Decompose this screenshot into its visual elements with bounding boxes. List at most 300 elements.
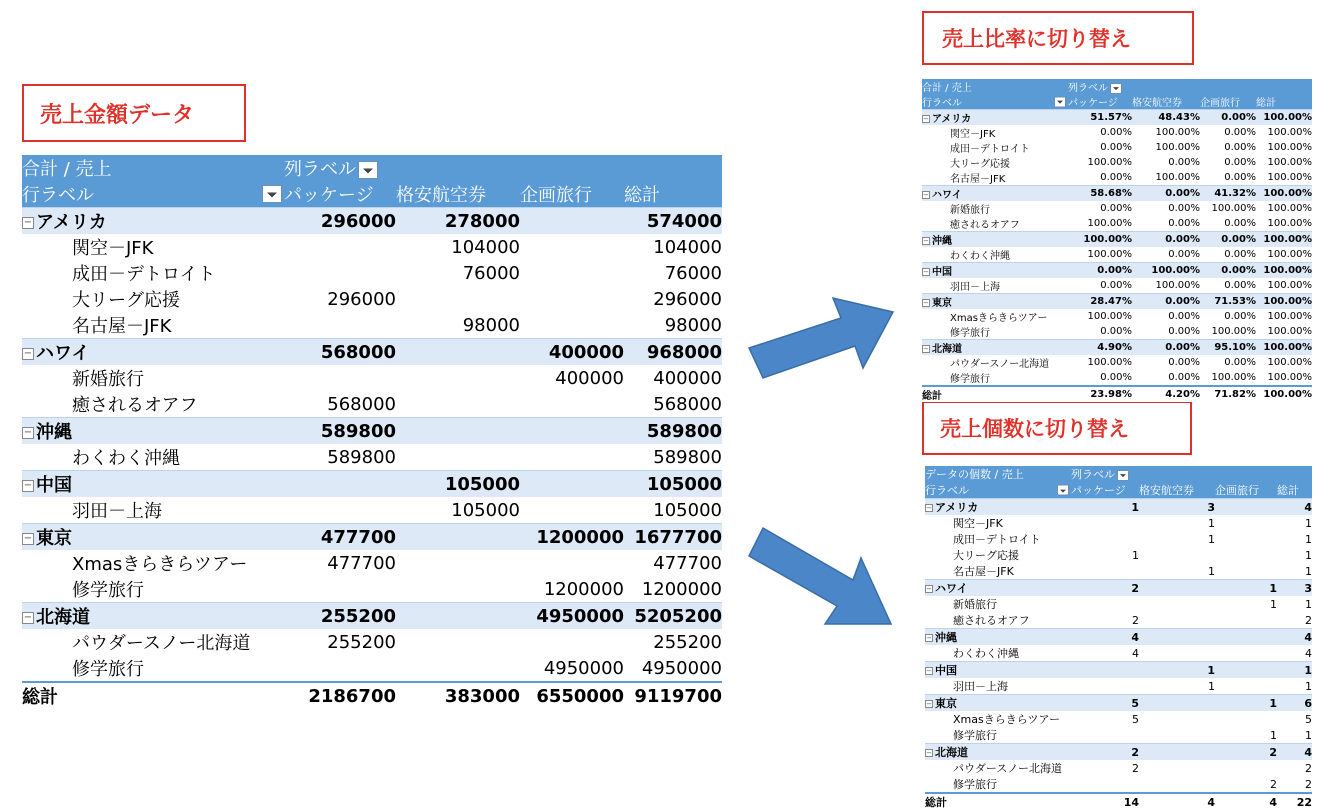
group-row[interactable] <box>22 208 722 235</box>
group-row[interactable] <box>925 662 1312 679</box>
value-cell: 0.00% <box>1097 265 1132 276</box>
row-filter-dropdown-icon[interactable] <box>262 185 282 203</box>
column-header[interactable]: 企画旅行 <box>520 185 592 206</box>
item-row[interactable] <box>925 596 1312 612</box>
value-cell: 0.00% <box>1221 265 1256 276</box>
value-cell: 1 <box>1207 663 1215 677</box>
row-labels-header: 行ラベル <box>22 185 94 206</box>
row-label: 修学旅行 <box>72 580 144 601</box>
row-label: 羽田－上海 <box>953 680 1008 693</box>
item-row[interactable] <box>22 312 722 339</box>
row-label: わくわく沖縄 <box>72 448 180 469</box>
row-label: わくわく沖縄 <box>953 647 1019 660</box>
item-row[interactable] <box>922 140 1312 155</box>
right-arrow-icon <box>745 520 905 635</box>
value-cell: 14 <box>1123 795 1139 809</box>
value-cell: 0.00% <box>1224 157 1256 168</box>
collapse-toggle-icon[interactable]: − <box>23 533 33 544</box>
item-row[interactable] <box>22 234 722 260</box>
value-cell: 589800 <box>646 420 722 442</box>
pivot-header-row <box>22 155 722 181</box>
row-label: パウダースノー北海道 <box>950 359 1050 370</box>
collapse-toggle-icon[interactable]: − <box>923 237 929 245</box>
value-cell: 100.00% <box>1263 265 1312 276</box>
value-cell: 278000 <box>444 210 520 232</box>
value-cell: 100.00% <box>1155 127 1200 138</box>
value-cell: 51.57% <box>1090 112 1132 123</box>
value-cell: 0.00% <box>1224 311 1256 322</box>
collapse-toggle-icon[interactable]: − <box>926 749 932 757</box>
group-row[interactable] <box>22 339 722 366</box>
row-label: ハワイ <box>935 582 968 595</box>
row-label: 沖縄 <box>935 631 957 644</box>
group-row[interactable] <box>922 110 1312 126</box>
value-cell: 1 <box>1305 597 1312 611</box>
column-header[interactable]: 総計 <box>1256 98 1276 109</box>
collapse-toggle-icon[interactable]: − <box>923 345 929 353</box>
row-label: 名古屋－JFK <box>953 565 1014 578</box>
group-row[interactable] <box>922 294 1312 310</box>
value-cell: 100.00% <box>1087 157 1132 168</box>
value-cell: 4 <box>1304 630 1312 644</box>
value-cell: 4 <box>1304 500 1312 514</box>
value-cell: 383000 <box>444 685 520 707</box>
value-cell: 100.00% <box>1087 311 1132 322</box>
value-cell: 574000 <box>646 210 722 232</box>
value-cell: 0.00% <box>1100 142 1132 153</box>
row-label: Xmasきらきらツアー <box>72 554 248 575</box>
value-cell: 98000 <box>462 314 520 336</box>
collapse-toggle-icon[interactable]: − <box>23 612 33 623</box>
value-cell: 100.00% <box>1267 142 1312 153</box>
value-cell: 1 <box>1208 532 1215 546</box>
value-cell: 2186700 <box>308 685 396 707</box>
value-cell: 968000 <box>646 341 722 363</box>
value-cell: 296000 <box>327 288 396 310</box>
value-cell: 105000 <box>646 473 722 495</box>
column-filter-dropdown-icon[interactable] <box>358 161 378 179</box>
item-row[interactable] <box>925 547 1312 563</box>
row-label: アメリカ <box>36 212 107 233</box>
row-label: 総計 <box>925 796 947 809</box>
value-cell: 100.00% <box>1087 218 1132 229</box>
item-row[interactable] <box>922 170 1312 186</box>
value-cell: 4 <box>1269 795 1277 809</box>
count-switch-label <box>922 401 1192 455</box>
row-label: 沖縄 <box>36 422 72 443</box>
column-header[interactable]: 企画旅行 <box>1200 98 1240 109</box>
value-cell: 100.00% <box>1211 372 1256 383</box>
row-label: 中国 <box>36 475 72 496</box>
row-label: 成田－デトロイト <box>950 144 1030 155</box>
row-label: 名古屋－JFK <box>72 316 172 337</box>
value-cell: 0.00% <box>1168 157 1200 168</box>
value-cell: 0.00% <box>1100 280 1132 291</box>
value-cell: 4 <box>1305 646 1312 660</box>
value-cell: 255200 <box>327 631 396 653</box>
row-label: 大リーグ応援 <box>950 159 1010 170</box>
value-cell: 100.00% <box>1267 218 1312 229</box>
row-label: 中国 <box>935 664 957 677</box>
value-cell: 1 <box>1304 663 1312 677</box>
row-label: ハワイ <box>932 190 962 201</box>
value-cell: 400000 <box>548 341 624 363</box>
ratio-switch-label <box>922 11 1194 65</box>
item-row[interactable] <box>925 678 1312 695</box>
row-label: 関空－JFK <box>950 129 996 140</box>
value-cell: 4950000 <box>543 657 624 679</box>
value-cell: 0.00% <box>1168 326 1200 337</box>
row-label: 新婚旅行 <box>953 598 997 611</box>
value-cell: 100.00% <box>1155 142 1200 153</box>
pivot-header-row <box>22 181 722 208</box>
value-cell: 1200000 <box>641 578 722 600</box>
value-cell: 100.00% <box>1263 188 1312 199</box>
value-field-label: 合計 / 売上 <box>922 83 972 94</box>
value-cell: 6 <box>1304 696 1312 710</box>
value-cell: 2 <box>1131 581 1139 595</box>
item-row[interactable] <box>22 576 722 603</box>
value-cell: 2 <box>1131 745 1139 759</box>
column-header[interactable]: 格安航空券 <box>1132 98 1182 109</box>
row-label: ハワイ <box>36 343 90 364</box>
value-cell: 76000 <box>664 262 722 284</box>
column-header[interactable]: パッケージ <box>284 185 374 206</box>
value-cell: 100.00% <box>1211 326 1256 337</box>
value-cell: 100.00% <box>1263 389 1312 400</box>
ratio-switch-label-text: 売上比率に切り替え <box>942 27 1131 51</box>
value-cell: 589800 <box>320 420 396 442</box>
row-filter-dropdown-icon[interactable] <box>1054 96 1066 107</box>
item-row[interactable] <box>22 286 722 312</box>
collapse-toggle-icon[interactable]: − <box>926 700 932 708</box>
row-label: 癒されるオアフ <box>72 395 198 416</box>
value-cell: 568000 <box>320 341 396 363</box>
value-cell: 100.00% <box>1211 203 1256 214</box>
value-cell: 1 <box>1305 516 1312 530</box>
item-row[interactable] <box>922 309 1312 324</box>
collapse-toggle-icon[interactable]: − <box>926 585 932 593</box>
value-cell: 2 <box>1305 777 1312 791</box>
grand-total-row[interactable] <box>925 793 1312 810</box>
value-cell: 1 <box>1269 581 1277 595</box>
row-label: Xmasきらきらツアー <box>953 713 1061 726</box>
column-header[interactable]: 総計 <box>624 185 660 206</box>
value-cell: 5 <box>1305 712 1312 726</box>
value-cell: 0.00% <box>1165 188 1200 199</box>
value-cell: 4 <box>1304 745 1312 759</box>
row-label: 羽田－上海 <box>950 282 1000 293</box>
value-cell: 2 <box>1305 761 1312 775</box>
value-cell: 0.00% <box>1224 127 1256 138</box>
value-cell: 0.00% <box>1224 357 1256 368</box>
value-cell: 4950000 <box>536 605 624 627</box>
value-cell: 1200000 <box>536 526 624 548</box>
value-cell: 2 <box>1270 777 1277 791</box>
group-row[interactable] <box>922 232 1312 248</box>
item-row[interactable] <box>922 155 1312 170</box>
value-cell: 95.10% <box>1214 342 1256 353</box>
row-label: 新婚旅行 <box>950 205 990 216</box>
group-row[interactable] <box>925 499 1312 516</box>
value-field-label: 合計 / 売上 <box>22 159 112 180</box>
item-row[interactable] <box>22 497 722 524</box>
group-row[interactable] <box>922 186 1312 202</box>
value-cell: 100.00% <box>1263 296 1312 307</box>
value-cell: 1 <box>1131 500 1139 514</box>
value-cell: 0.00% <box>1165 342 1200 353</box>
value-cell: 100.00% <box>1267 280 1312 291</box>
collapse-toggle-icon[interactable]: − <box>926 504 932 512</box>
value-cell: 0.00% <box>1168 218 1200 229</box>
grand-total-row[interactable] <box>922 386 1312 402</box>
row-label: 東京 <box>935 697 957 710</box>
pivot-header-row <box>922 79 1312 94</box>
value-cell: 400000 <box>653 367 722 389</box>
count-pivot-table <box>925 466 1312 810</box>
value-cell: 0.00% <box>1168 249 1200 260</box>
column-header[interactable]: 総計 <box>1277 484 1299 497</box>
item-row[interactable] <box>925 612 1312 629</box>
value-cell: 100.00% <box>1263 112 1312 123</box>
value-cell: 0.00% <box>1100 127 1132 138</box>
value-cell: 2 <box>1132 613 1139 627</box>
value-cell: 58.68% <box>1090 188 1132 199</box>
value-cell: 98000 <box>664 314 722 336</box>
collapse-toggle-icon[interactable]: − <box>23 480 33 491</box>
item-row[interactable] <box>925 760 1312 776</box>
value-cell: 71.53% <box>1214 296 1256 307</box>
value-cell: 568000 <box>653 393 722 415</box>
column-labels-header: 列ラベル <box>284 159 356 180</box>
value-cell: 1 <box>1208 564 1215 578</box>
row-label: 北海道 <box>932 344 962 355</box>
value-cell: 0.00% <box>1168 372 1200 383</box>
row-label: パウダースノー北海道 <box>72 633 251 654</box>
row-label: 修学旅行 <box>950 328 990 339</box>
value-cell: 0.00% <box>1168 203 1200 214</box>
row-label: 成田－デトロイト <box>953 533 1041 546</box>
value-cell: 3 <box>1304 581 1312 595</box>
value-cell: 0.00% <box>1165 234 1200 245</box>
item-row[interactable] <box>22 444 722 471</box>
row-labels-header: 行ラベル <box>922 98 962 109</box>
value-cell: 48.43% <box>1158 112 1200 123</box>
item-row[interactable] <box>922 201 1312 216</box>
column-filter-dropdown-icon[interactable] <box>1117 470 1129 481</box>
row-label: アメリカ <box>932 114 972 125</box>
value-cell: 104000 <box>451 236 520 258</box>
row-label: 修学旅行 <box>72 659 144 680</box>
item-row[interactable] <box>925 531 1312 547</box>
right-arrow-icon <box>745 288 905 398</box>
collapse-toggle-icon[interactable]: − <box>923 191 929 199</box>
pivot-header-row <box>922 94 1312 110</box>
row-label: 羽田－上海 <box>72 501 162 522</box>
value-cell: 4.20% <box>1165 389 1200 400</box>
group-row[interactable] <box>22 524 722 551</box>
value-cell: 100.00% <box>1263 234 1312 245</box>
column-header[interactable]: 企画旅行 <box>1215 484 1259 497</box>
column-labels-header: 列ラベル <box>1071 468 1115 481</box>
value-cell: 100.00% <box>1155 280 1200 291</box>
value-cell: 568000 <box>327 393 396 415</box>
item-row[interactable] <box>925 515 1312 531</box>
column-header[interactable]: パッケージ <box>1068 98 1118 109</box>
value-cell: 6550000 <box>536 685 624 707</box>
column-header[interactable]: 格安航空券 <box>396 185 486 206</box>
item-row[interactable] <box>925 563 1312 580</box>
row-label: 成田－デトロイト <box>72 264 216 285</box>
value-cell: 100.00% <box>1267 157 1312 168</box>
group-row[interactable] <box>22 471 722 498</box>
group-row[interactable] <box>925 629 1312 646</box>
value-cell: 100.00% <box>1263 342 1312 353</box>
value-cell: 0.00% <box>1224 142 1256 153</box>
value-cell: 0.00% <box>1100 172 1132 183</box>
value-cell: 100.00% <box>1267 357 1312 368</box>
row-filter-dropdown-icon[interactable] <box>1057 485 1069 496</box>
value-cell: 71.82% <box>1214 389 1256 400</box>
value-cell: 5205200 <box>634 605 722 627</box>
row-label: 東京 <box>36 528 72 549</box>
group-row[interactable] <box>925 695 1312 712</box>
group-row[interactable] <box>925 744 1312 761</box>
value-cell: 0.00% <box>1224 172 1256 183</box>
column-header[interactable]: 格安航空券 <box>1139 484 1194 497</box>
value-cell: 296000 <box>320 210 396 232</box>
item-row[interactable] <box>22 655 722 682</box>
value-cell: 9119700 <box>634 685 722 707</box>
pivot-header-row <box>925 482 1312 499</box>
amount-data-label-text: 売上金額データ <box>40 102 195 128</box>
value-cell: 100.00% <box>1155 172 1200 183</box>
item-row[interactable] <box>922 324 1312 340</box>
value-cell: 1 <box>1305 532 1312 546</box>
value-cell: 0.00% <box>1224 280 1256 291</box>
value-cell: 100.00% <box>1267 203 1312 214</box>
row-label: 総計 <box>22 687 58 708</box>
value-cell: 1 <box>1269 696 1277 710</box>
item-row[interactable] <box>925 727 1312 744</box>
value-cell: 0.00% <box>1221 234 1256 245</box>
row-label: 北海道 <box>935 746 968 759</box>
row-label: Xmasきらきらツアー <box>950 313 1048 324</box>
collapse-toggle-icon[interactable]: − <box>23 217 33 228</box>
collapse-toggle-icon[interactable]: − <box>923 299 929 307</box>
item-row[interactable] <box>925 711 1312 727</box>
row-label: 中国 <box>932 267 952 278</box>
ratio-pivot-table <box>922 79 1312 402</box>
value-cell: 41.32% <box>1214 188 1256 199</box>
value-cell: 100.00% <box>1267 311 1312 322</box>
value-cell: 0.00% <box>1221 112 1256 123</box>
group-row[interactable] <box>925 580 1312 597</box>
value-cell: 105000 <box>451 499 520 521</box>
value-cell: 0.00% <box>1168 311 1200 322</box>
column-filter-dropdown-icon[interactable] <box>1110 83 1122 94</box>
item-row[interactable] <box>922 247 1312 263</box>
item-row[interactable] <box>22 629 722 655</box>
value-cell: 100.00% <box>1151 265 1200 276</box>
value-cell: 0.00% <box>1100 372 1132 383</box>
group-row[interactable] <box>22 418 722 445</box>
value-cell: 1 <box>1208 679 1215 693</box>
collapse-toggle-icon[interactable]: − <box>926 634 932 642</box>
value-cell: 1 <box>1132 548 1139 562</box>
row-label: わくわく沖縄 <box>950 251 1010 262</box>
value-cell: 3 <box>1207 500 1215 514</box>
item-row[interactable] <box>925 776 1312 793</box>
value-cell: 76000 <box>462 262 520 284</box>
collapse-toggle-icon[interactable]: − <box>923 115 929 123</box>
collapse-toggle-icon[interactable]: − <box>926 667 932 675</box>
row-label: 関空－JFK <box>72 238 154 259</box>
collapse-toggle-icon[interactable]: − <box>23 427 33 438</box>
row-label: 関空－JFK <box>953 517 1003 530</box>
column-header[interactable]: パッケージ <box>1071 484 1126 497</box>
item-row[interactable] <box>922 355 1312 370</box>
value-cell: 100.00% <box>1267 249 1312 260</box>
value-cell: 4 <box>1131 630 1139 644</box>
item-row[interactable] <box>925 645 1312 662</box>
group-row[interactable] <box>922 340 1312 356</box>
value-cell: 589800 <box>327 446 396 468</box>
value-cell: 0.00% <box>1168 357 1200 368</box>
item-row[interactable] <box>922 278 1312 294</box>
value-cell: 1 <box>1305 679 1312 693</box>
amount-data-label <box>22 84 246 142</box>
value-cell: 0.00% <box>1224 249 1256 260</box>
collapse-toggle-icon[interactable]: − <box>23 348 33 359</box>
value-cell: 1677700 <box>634 526 722 548</box>
value-cell: 0.00% <box>1224 218 1256 229</box>
value-cell: 100.00% <box>1267 372 1312 383</box>
value-cell: 4950000 <box>641 657 722 679</box>
row-label: 癒されるオアフ <box>953 614 1030 627</box>
grand-total-row[interactable] <box>22 682 722 709</box>
value-cell: 400000 <box>555 367 624 389</box>
row-label: 修学旅行 <box>950 374 990 385</box>
value-cell: 22 <box>1296 795 1312 809</box>
value-cell: 4 <box>1132 646 1139 660</box>
value-cell: 100.00% <box>1087 249 1132 260</box>
collapse-toggle-icon[interactable]: − <box>923 268 929 276</box>
value-cell: 2 <box>1132 761 1139 775</box>
item-row[interactable] <box>22 391 722 418</box>
row-label: 大リーグ応援 <box>953 549 1019 562</box>
item-row[interactable] <box>922 125 1312 140</box>
pivot-header-row <box>925 466 1312 482</box>
row-labels-header: 行ラベル <box>925 484 969 497</box>
group-row[interactable] <box>922 263 1312 279</box>
value-cell: 477700 <box>653 552 722 574</box>
value-cell: 1 <box>1208 516 1215 530</box>
value-cell: 2 <box>1305 613 1312 627</box>
row-label: 東京 <box>932 298 952 309</box>
value-cell: 2 <box>1269 745 1277 759</box>
column-labels-header: 列ラベル <box>1068 83 1108 94</box>
value-cell: 0.00% <box>1100 326 1132 337</box>
item-row[interactable] <box>922 216 1312 232</box>
item-row[interactable] <box>22 365 722 391</box>
item-row[interactable] <box>22 260 722 286</box>
value-cell: 100.00% <box>1087 357 1132 368</box>
item-row[interactable] <box>22 550 722 576</box>
item-row[interactable] <box>922 370 1312 386</box>
group-row[interactable] <box>22 603 722 630</box>
value-cell: 296000 <box>653 288 722 310</box>
